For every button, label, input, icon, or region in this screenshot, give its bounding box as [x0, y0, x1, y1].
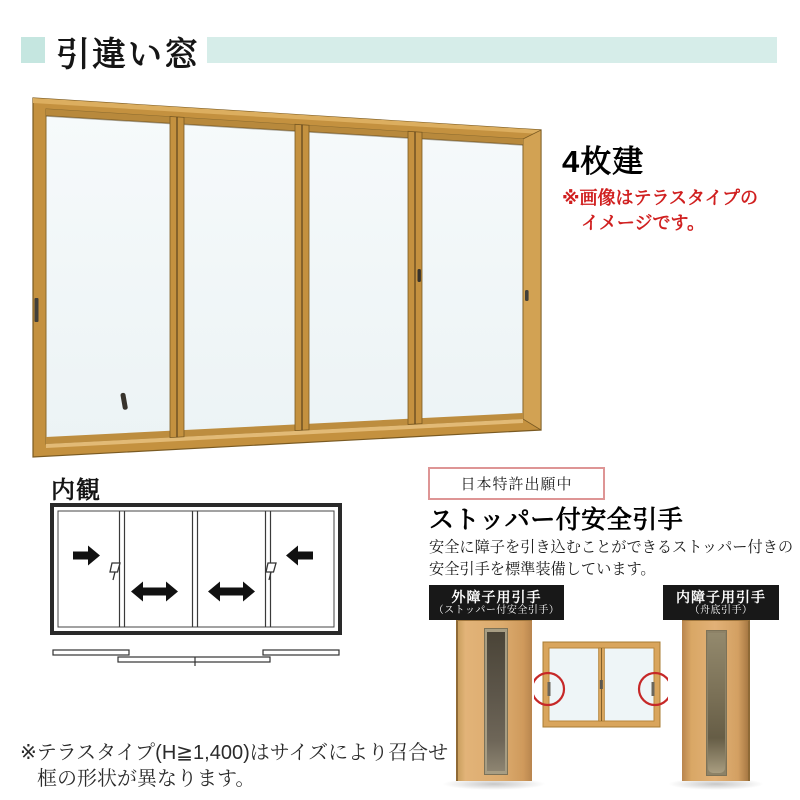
main-window-photo — [28, 92, 548, 462]
meeting-stile-2 — [295, 124, 309, 430]
title-accent-bar — [207, 37, 777, 63]
inner-handle-photo — [682, 620, 750, 781]
image-note-line1: ※画像はテラスタイプの — [562, 188, 759, 208]
boat-bottom-pull-handle — [706, 630, 727, 776]
inner-handle-label — [663, 585, 779, 620]
title-accent-square — [21, 37, 45, 63]
feature-body-line2: 安全引手を標準装備しています。 — [429, 561, 656, 578]
outer-handle-title: 外障子用引手 — [451, 588, 542, 605]
image-note-line2: イメージです。 — [581, 213, 706, 233]
panel-count-label: 4枚建 — [562, 144, 645, 179]
window-right-jamb — [523, 130, 541, 430]
interior-view-diagram — [46, 501, 346, 673]
meeting-stile-1 — [170, 117, 184, 438]
outer-handle-subtitle: （ストッパー付安全引手） — [433, 604, 560, 616]
mini-left-handle-icon — [548, 682, 551, 696]
footnote-line2: 框の形状が異なります。 — [37, 768, 256, 790]
mini-meeting-stile — [599, 648, 605, 721]
feature-heading: ストッパー付安全引手 — [429, 506, 684, 534]
feature-body-line1: 安全に障子を引き込むことができるストッパー付きの — [429, 539, 794, 556]
diagram-frame — [52, 505, 340, 633]
plan-view — [53, 650, 339, 666]
handle-position-illustration — [534, 634, 668, 738]
interior-view-label: 内観 — [51, 477, 101, 504]
flush-pull-recess — [487, 632, 505, 771]
flush-pull-handle — [484, 628, 508, 775]
page-title: 引違い窓 — [56, 36, 200, 74]
outer-handle-photo — [456, 620, 532, 781]
outer-handle-label — [429, 585, 564, 620]
inner-handle-subtitle: （舟底引手） — [689, 604, 753, 616]
footnote-line1: ※テラスタイプ(H≧1,400)はサイズにより召合せ — [20, 742, 449, 764]
inner-handle-title: 内障子用引手 — [676, 588, 766, 605]
mini-right-handle-icon — [652, 682, 655, 696]
stile-handle-icon — [418, 269, 421, 282]
window-glass — [46, 109, 523, 444]
right-frame-handle-icon — [525, 290, 529, 301]
boat-bottom-pull-recess — [708, 633, 725, 773]
left-frame-handle-icon — [35, 298, 39, 322]
patent-badge: 日本特許出願中 — [428, 467, 605, 500]
